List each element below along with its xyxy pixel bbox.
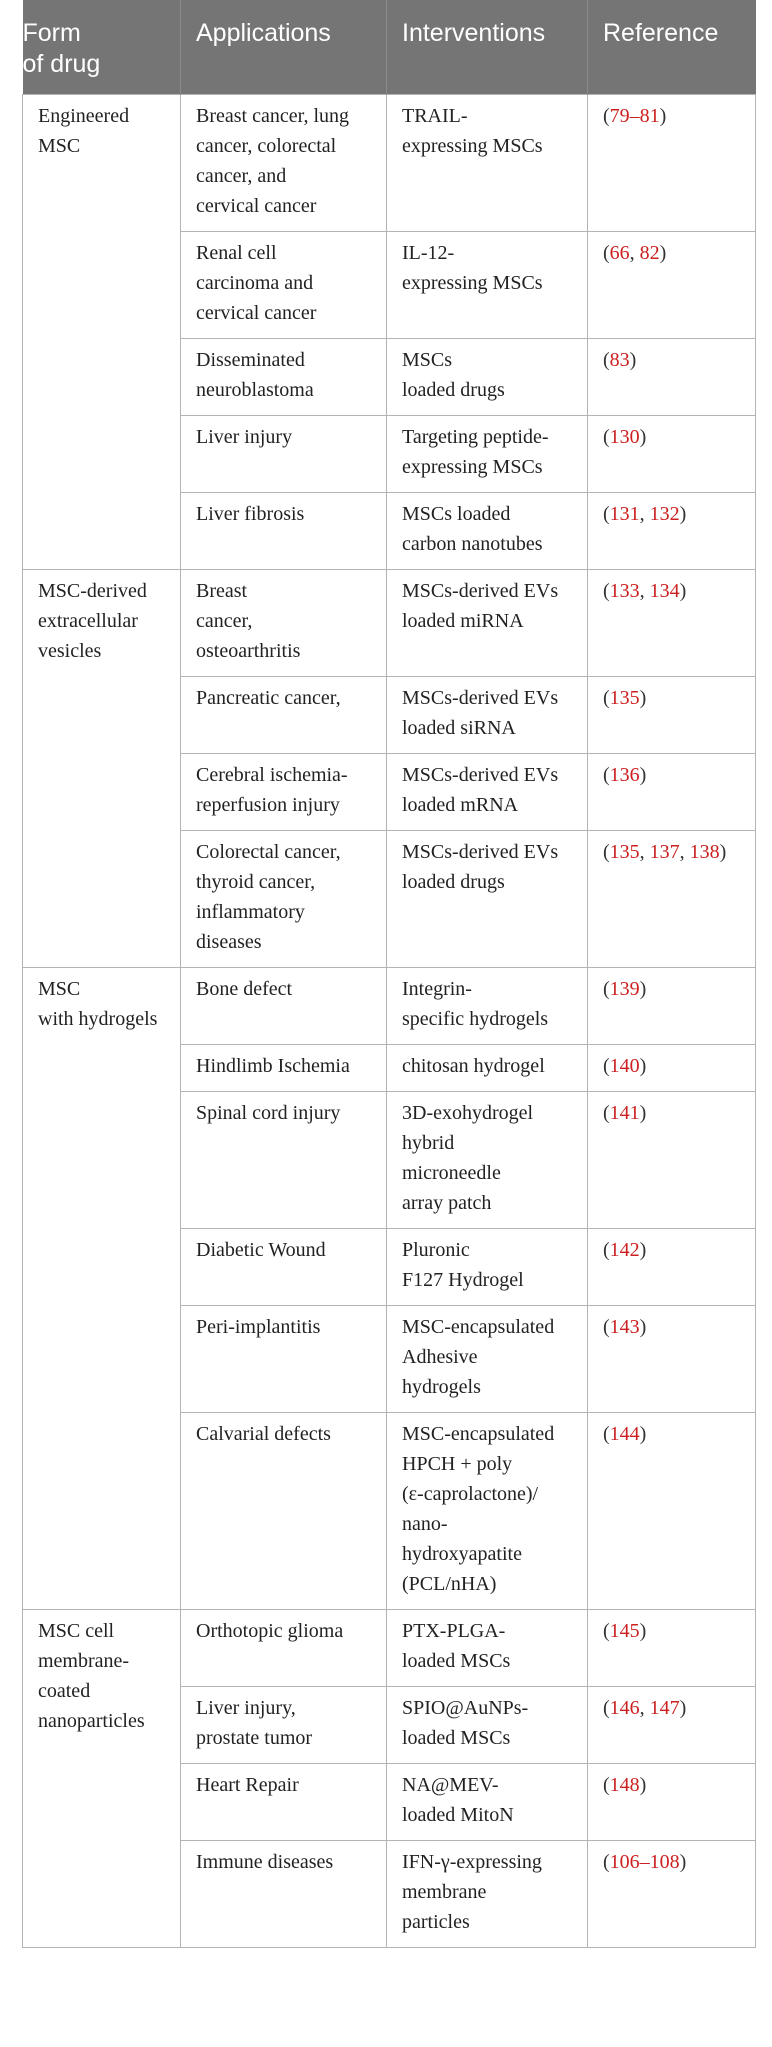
application-cell: Spinal cord injury <box>181 1091 387 1228</box>
reference-link[interactable]: 79–81 <box>609 104 660 127</box>
reference-link[interactable]: 140 <box>609 1054 640 1077</box>
reference-link[interactable]: 135 <box>609 840 640 863</box>
application-cell: Heart Repair <box>181 1763 387 1840</box>
application-cell: Cerebral ischemia- reperfusion injury <box>181 753 387 830</box>
intervention-cell: NA@MEV- loaded MitoN <box>387 1763 588 1840</box>
intervention-cell: MSCs loaded drugs <box>387 338 588 415</box>
intervention-cell: Integrin- specific hydrogels <box>387 967 588 1044</box>
reference-cell: (130) <box>588 415 756 492</box>
reference-cell: (83) <box>588 338 756 415</box>
reference-link[interactable]: 130 <box>609 425 640 448</box>
reference-cell: (145) <box>588 1609 756 1686</box>
application-cell: Breast cancer, lung cancer, colorectal cancer, and cervical cancer <box>181 94 387 231</box>
reference-cell: (140) <box>588 1044 756 1091</box>
reference-link[interactable]: 145 <box>609 1619 640 1642</box>
application-cell: Colorectal cancer, thyroid cancer, inflammatory diseases <box>181 830 387 967</box>
reference-link[interactable]: 106–108 <box>609 1850 680 1873</box>
reference-cell: (143) <box>588 1305 756 1412</box>
reference-link[interactable]: 133 <box>609 579 640 602</box>
reference-link[interactable]: 147 <box>649 1696 680 1719</box>
header-interventions: Interventions <box>387 0 588 94</box>
application-cell: Peri-implantitis <box>181 1305 387 1412</box>
reference-link[interactable]: 131 <box>609 502 640 525</box>
reference-link[interactable]: 135 <box>609 686 640 709</box>
table-row <box>23 1609 756 1686</box>
reference-cell: (66, 82) <box>588 231 756 338</box>
reference-link[interactable]: 138 <box>689 840 720 863</box>
intervention-cell: SPIO@AuNPs- loaded MSCs <box>387 1686 588 1763</box>
reference-cell: (131, 132) <box>588 492 756 569</box>
application-cell: Disseminated neuroblastoma <box>181 338 387 415</box>
application-cell: Bone defect <box>181 967 387 1044</box>
header-row <box>23 0 756 94</box>
reference-cell: (136) <box>588 753 756 830</box>
reference-cell: (106–108) <box>588 1840 756 1947</box>
header-reference: Reference <box>588 0 756 94</box>
reference-link[interactable]: 136 <box>609 763 640 786</box>
reference-cell: (133, 134) <box>588 569 756 676</box>
reference-link[interactable]: 146 <box>609 1696 640 1719</box>
application-cell: Renal cell carcinoma and cervical cancer <box>181 231 387 338</box>
reference-link[interactable]: 144 <box>609 1422 640 1445</box>
reference-cell: (142) <box>588 1228 756 1305</box>
intervention-cell: Targeting peptide- expressing MSCs <box>387 415 588 492</box>
intervention-cell: MSCs-derived EVs loaded siRNA <box>387 676 588 753</box>
reference-cell: (141) <box>588 1091 756 1228</box>
reference-cell: (135, 137, 138) <box>588 830 756 967</box>
intervention-cell: MSCs-derived EVs loaded mRNA <box>387 753 588 830</box>
reference-link[interactable]: 142 <box>609 1238 640 1261</box>
application-cell: Immune diseases <box>181 1840 387 1947</box>
intervention-cell: PTX-PLGA- loaded MSCs <box>387 1609 588 1686</box>
intervention-cell: Pluronic F127 Hydrogel <box>387 1228 588 1305</box>
reference-cell: (135) <box>588 676 756 753</box>
reference-cell: (146, 147) <box>588 1686 756 1763</box>
reference-cell: (79–81) <box>588 94 756 231</box>
form-of-drug-cell: MSC cell membrane- coated nanoparticles <box>23 1609 181 1947</box>
application-cell: Pancreatic cancer, <box>181 676 387 753</box>
application-cell: Liver fibrosis <box>181 492 387 569</box>
reference-cell: (148) <box>588 1763 756 1840</box>
application-cell: Orthotopic glioma <box>181 1609 387 1686</box>
reference-link[interactable]: 137 <box>649 840 680 863</box>
table-row <box>23 569 756 676</box>
reference-link[interactable]: 139 <box>609 977 640 1000</box>
reference-link[interactable]: 66 <box>609 241 630 264</box>
table-row <box>23 967 756 1044</box>
intervention-cell: MSC-encapsulated Adhesive hydrogels <box>387 1305 588 1412</box>
table-row <box>23 94 756 231</box>
reference-link[interactable]: 141 <box>609 1101 640 1124</box>
header-form-of-drug: Form of drug <box>23 0 181 94</box>
reference-link[interactable]: 83 <box>609 348 630 371</box>
intervention-cell: MSCs loaded carbon nanotubes <box>387 492 588 569</box>
application-cell: Hindlimb Ischemia <box>181 1044 387 1091</box>
reference-link[interactable]: 82 <box>639 241 660 264</box>
reference-cell: (139) <box>588 967 756 1044</box>
application-cell: Calvarial defects <box>181 1412 387 1609</box>
form-of-drug-cell: MSC with hydrogels <box>23 967 181 1609</box>
application-cell: Liver injury <box>181 415 387 492</box>
intervention-cell: TRAIL- expressing MSCs <box>387 94 588 231</box>
form-of-drug-cell: Engineered MSC <box>23 94 181 569</box>
reference-link[interactable]: 143 <box>609 1315 640 1338</box>
intervention-cell: IFN-γ-expressing membrane particles <box>387 1840 588 1947</box>
table-body <box>23 94 756 1947</box>
reference-link[interactable]: 132 <box>649 502 680 525</box>
header-applications: Applications <box>181 0 387 94</box>
intervention-cell: chitosan hydrogel <box>387 1044 588 1091</box>
reference-link[interactable]: 148 <box>609 1773 640 1796</box>
intervention-cell: 3D-exohydrogel hybrid microneedle array patch <box>387 1091 588 1228</box>
intervention-cell: MSCs-derived EVs loaded drugs <box>387 830 588 967</box>
reference-link[interactable]: 134 <box>649 579 680 602</box>
intervention-cell: IL-12- expressing MSCs <box>387 231 588 338</box>
drug-forms-table <box>22 0 756 1948</box>
intervention-cell: MSC-encapsulated HPCH + poly (ε-caprolactone)/ nano- hydroxyapatite (PCL/nHA) <box>387 1412 588 1609</box>
intervention-cell: MSCs-derived EVs loaded miRNA <box>387 569 588 676</box>
reference-cell: (144) <box>588 1412 756 1609</box>
application-cell: Liver injury, prostate tumor <box>181 1686 387 1763</box>
application-cell: Diabetic Wound <box>181 1228 387 1305</box>
application-cell: Breast cancer, osteoarthritis <box>181 569 387 676</box>
form-of-drug-cell: MSC-derived extracellular vesicles <box>23 569 181 967</box>
